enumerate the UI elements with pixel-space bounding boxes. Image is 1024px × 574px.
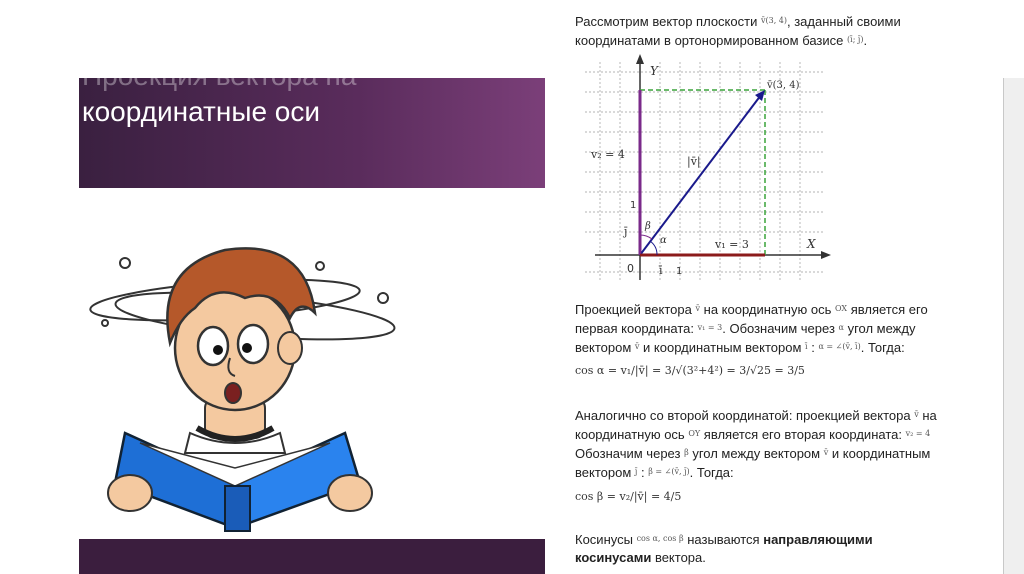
p1-text-f: угол между: [847, 321, 916, 336]
p1-text-b: на координатную ось: [703, 302, 832, 317]
beta-label: β: [645, 221, 651, 232]
p2-text-h: вектором: [575, 465, 632, 480]
math-document: [565, 0, 1003, 574]
intro-text-b: , заданный своими: [787, 14, 901, 29]
intro-paragraph: [575, 12, 995, 50]
p2-text-e: Обозначим через: [575, 446, 681, 461]
paragraph-projection-x: Проекцией вектора $^{v̄}$ на координатную ось $^{OX}$ является его первая координата: $^{v_1 = 3}$. Обозначим через $^\alpha$ угол между вектором $^{v̄}$ и координатным вектором $^ī$ : $^{\alpha = \angle(v̄, ī)}$. Тогда:: [575, 302, 928, 355]
p2-equation: v₂ = 4: [905, 429, 931, 438]
p2-beta: β: [684, 448, 689, 457]
intro-vector: v̄(3, 4): [760, 16, 787, 25]
p2-vector-2: v̄: [823, 448, 829, 457]
i-vector-label: ī: [659, 264, 663, 277]
cos-alpha-formula: cos α = v₁/|v̄| = 3/√(3²+4²) = 3/√25 = 3/5: [575, 364, 805, 377]
p2-text-g: и координатным: [831, 446, 931, 461]
p3-cos: cos α, cos β: [636, 534, 684, 543]
p1-alpha: α: [838, 323, 844, 332]
intro-text-a: Рассмотрим вектор плоскости: [575, 14, 758, 29]
p1-text-a: Проекцией вектора: [575, 302, 692, 317]
p2-text-a: Аналогично со второй координатой: проекцией вектора: [575, 408, 911, 423]
x-axis-label: X: [807, 237, 816, 251]
alpha-label: α: [660, 235, 667, 246]
v2-label: v₂ = 4: [591, 148, 625, 161]
v1-label: v₁ = 3: [715, 238, 749, 251]
title-line-2: координатные оси: [82, 96, 321, 127]
unit-y-label: 1: [630, 200, 637, 211]
paragraph-direction-cosines: [575, 530, 995, 567]
bottom-banner: [79, 539, 545, 574]
slide-title: [82, 58, 552, 130]
unit-x-label: 1: [676, 266, 683, 277]
intro-text-d: .: [863, 33, 868, 48]
p2-text-c: координатную ось: [575, 427, 685, 442]
p3-text-c: вектора.: [654, 550, 706, 565]
p2-j-vector: j̄: [634, 467, 638, 476]
p1-ox: OX: [834, 304, 848, 313]
p1-text-e: . Обозначим через: [722, 321, 835, 336]
p2-vector: v̄: [914, 410, 919, 419]
p1-text-g: вектором: [575, 340, 632, 355]
intro-basis: (ī; j̄): [847, 35, 864, 44]
vector-graph: [575, 50, 835, 285]
p1-text-h: и координатным вектором: [643, 340, 802, 355]
p1-equation: v₁ = 3: [697, 323, 723, 332]
p2-text-b: на: [922, 408, 937, 423]
y-axis-label: Y: [650, 64, 658, 78]
right-edge-strip: [1003, 78, 1024, 574]
p1-text-d: первая координата:: [575, 321, 694, 336]
intro-text-c: координатами в ортонормированном базисе: [575, 33, 844, 48]
origin-label: 0: [627, 262, 634, 275]
p3-text-a: Косинусы: [575, 532, 633, 547]
p3-bold-1: направляющими: [763, 532, 873, 547]
cos-beta-formula: cos β = v₂/|v̄| = 4/5: [575, 490, 682, 503]
p1-vector: v̄: [695, 304, 701, 313]
p1-i-vector: ī: [805, 342, 808, 351]
point-label: v̄(3, 4): [767, 80, 800, 91]
p1-vector-2: v̄: [634, 342, 640, 351]
p2-angle: β = ∠(v̄, j̄): [648, 467, 690, 476]
confused-boy-illustration: [85, 228, 415, 543]
p2-text-d: является его вторая координата:: [703, 427, 902, 442]
p3-bold-2: косинусами: [575, 550, 652, 565]
title-line-1: Проекция вектора на: [82, 60, 357, 91]
p1-text-j: . Тогда:: [860, 340, 905, 355]
p2-oy: OY: [688, 429, 701, 438]
paragraph-projection-y: Аналогично со второй координатой: проекцией вектора $^{v̄}$ на координатную ось $^{OY}$ является его вторая координата: $^{v_2 = 4}$ Обозначим через $^\beta$ угол между вектором $^{v̄}$ и координатным вектором $^{j̄}$ : $^{\beta = \angle(v̄, j̄)}$. Тогда:: [575, 408, 937, 480]
magnitude-label: |v̄|: [687, 155, 701, 168]
j-vector-label: j̄: [624, 225, 628, 238]
p3-text-b: называются: [687, 532, 760, 547]
p2-text-f: угол между вектором: [692, 446, 821, 461]
p2-text-i: . Тогда:: [689, 465, 734, 480]
p1-text-c: является его: [850, 302, 928, 317]
p1-angle: α = ∠(v̄, ī): [818, 342, 861, 351]
